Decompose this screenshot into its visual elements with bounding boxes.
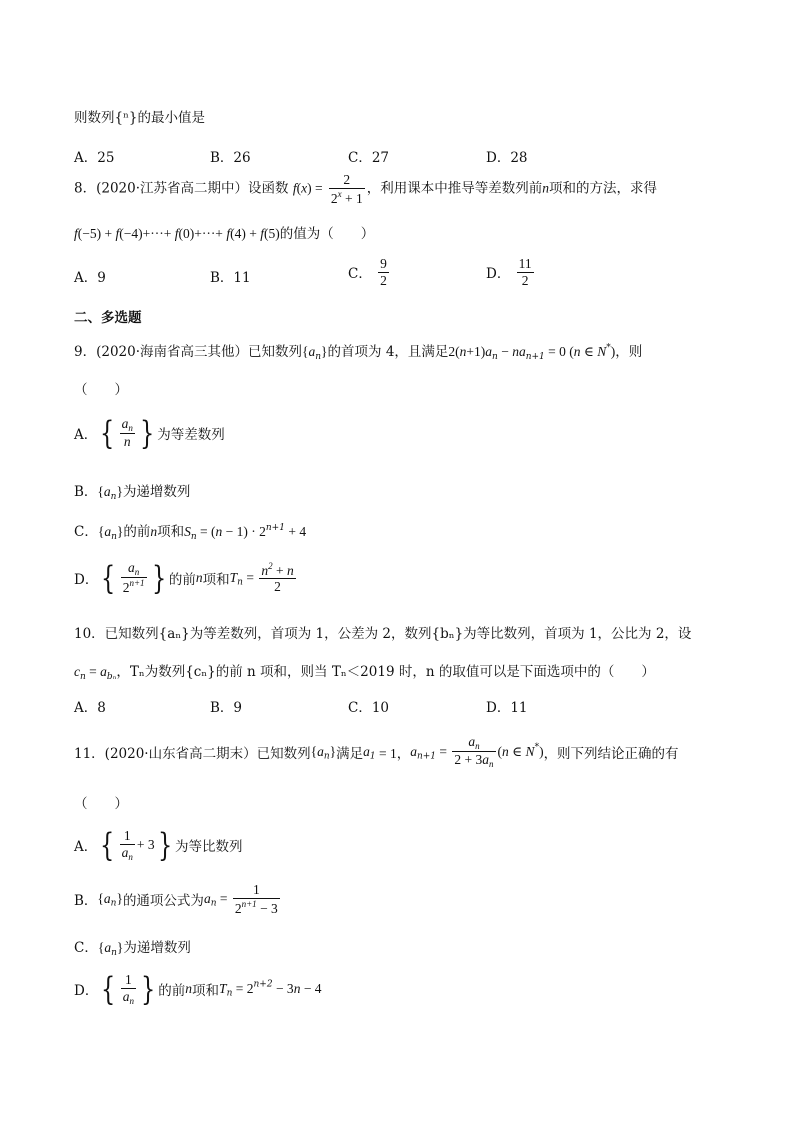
q10-stem-line1: 10．已知数列{aₙ}为等差数列，首项为 1，公差为 2，数列{bₙ}为等比数列，首项为 1，公比为 2，设 — [74, 626, 692, 642]
q9-option-c: C．$\{a_n\}$的前n项和$S_n = (n - 1) \cdot 2^{n+1} + 4$ — [74, 523, 307, 542]
q8-stem-line1: 8．(2020·江苏省高二期中）设函数 f(x) = $\frac{2}{2^x + 1}$ ，利用课本中推导等差数列前n项和的方法，求得 — [74, 172, 657, 206]
q10-option-c: C．10 — [348, 700, 390, 716]
q8-option-c: C． $\frac{9}{2}$ — [348, 256, 387, 288]
q10-stem-line2: $c_n = a_{b_n}$，Tₙ为数列{cₙ}的前 n 项和，则当 Tₙ＜2019 时，n 的取值可以是下面选项中的（ ） — [74, 664, 655, 682]
q9-paren: （ ） — [74, 382, 128, 398]
q10-option-d: D．11 — [486, 700, 528, 716]
q8-option-d: D． $\frac{11}{2}$ — [486, 256, 532, 288]
q11-stem-line1: 11．(2020·山东省高二期末）已知数列$\{a_n\}$满足$a_1 = 1$，$a_{n+1}$ = $\frac{a_n}{2 + 3a_n}$ (n ∈ N*)，则下列结论正确的有 — [74, 734, 679, 770]
q7-option-d: D．28 — [486, 150, 528, 166]
q11-option-b: B．$\{a_n\}$的通项公式为$a_n$ = $\frac{1}{2^{n+1} - 3}$ — [74, 882, 278, 916]
q10-option-b: B．9 — [210, 700, 243, 716]
q8-stem-line2: f(−5) + f(−4)+···+ f(0)+···+ f(4) + f(5)的值为（ ） — [74, 226, 375, 242]
q9-option-d: D．{ $\frac{a_n}{2^{n+1}}$ } 的前n项和$T_n$ = $\frac{n^2 + n}{2}$ — [74, 558, 294, 597]
q9-stem-line1: 9．(2020·海南省高三其他）已知数列$\{a_n\}$的首项为 4，且满足$2(n+1)a_n - na_{n+1} = 0$ (n ∈ N*)，则 — [74, 343, 643, 362]
q9-option-a: A．{ $\frac{a_n}{n}$ } 为等差数列 — [74, 413, 225, 452]
section-heading: 二、多选题 — [74, 310, 142, 326]
q7-option-b: B．26 — [210, 150, 251, 166]
q10-option-a: A．8 — [74, 700, 106, 716]
q11-option-c: C．$\{a_n\}$为递增数列 — [74, 940, 191, 958]
q11-paren: （ ） — [74, 796, 128, 812]
q8-option-a: A．9 — [74, 270, 106, 286]
q11-option-d: D．{ $\frac{1}{a_n}$ } 的前n项和$T_n = 2^{n+2} - 3n - 4$ — [74, 969, 322, 1008]
q8-option-b: B．11 — [210, 270, 251, 286]
q9-option-b: B．$\{a_n\}$为递增数列 — [74, 484, 191, 502]
q11-option-a: A．{ $\frac{1}{a_n}$ + 3} 为等比数列 — [74, 825, 243, 864]
q7-option-c: C．27 — [348, 150, 390, 166]
q7-option-a: A．25 — [74, 150, 115, 166]
q7-tail-text: 则数列{ⁿ}的最小值是 — [74, 110, 206, 126]
